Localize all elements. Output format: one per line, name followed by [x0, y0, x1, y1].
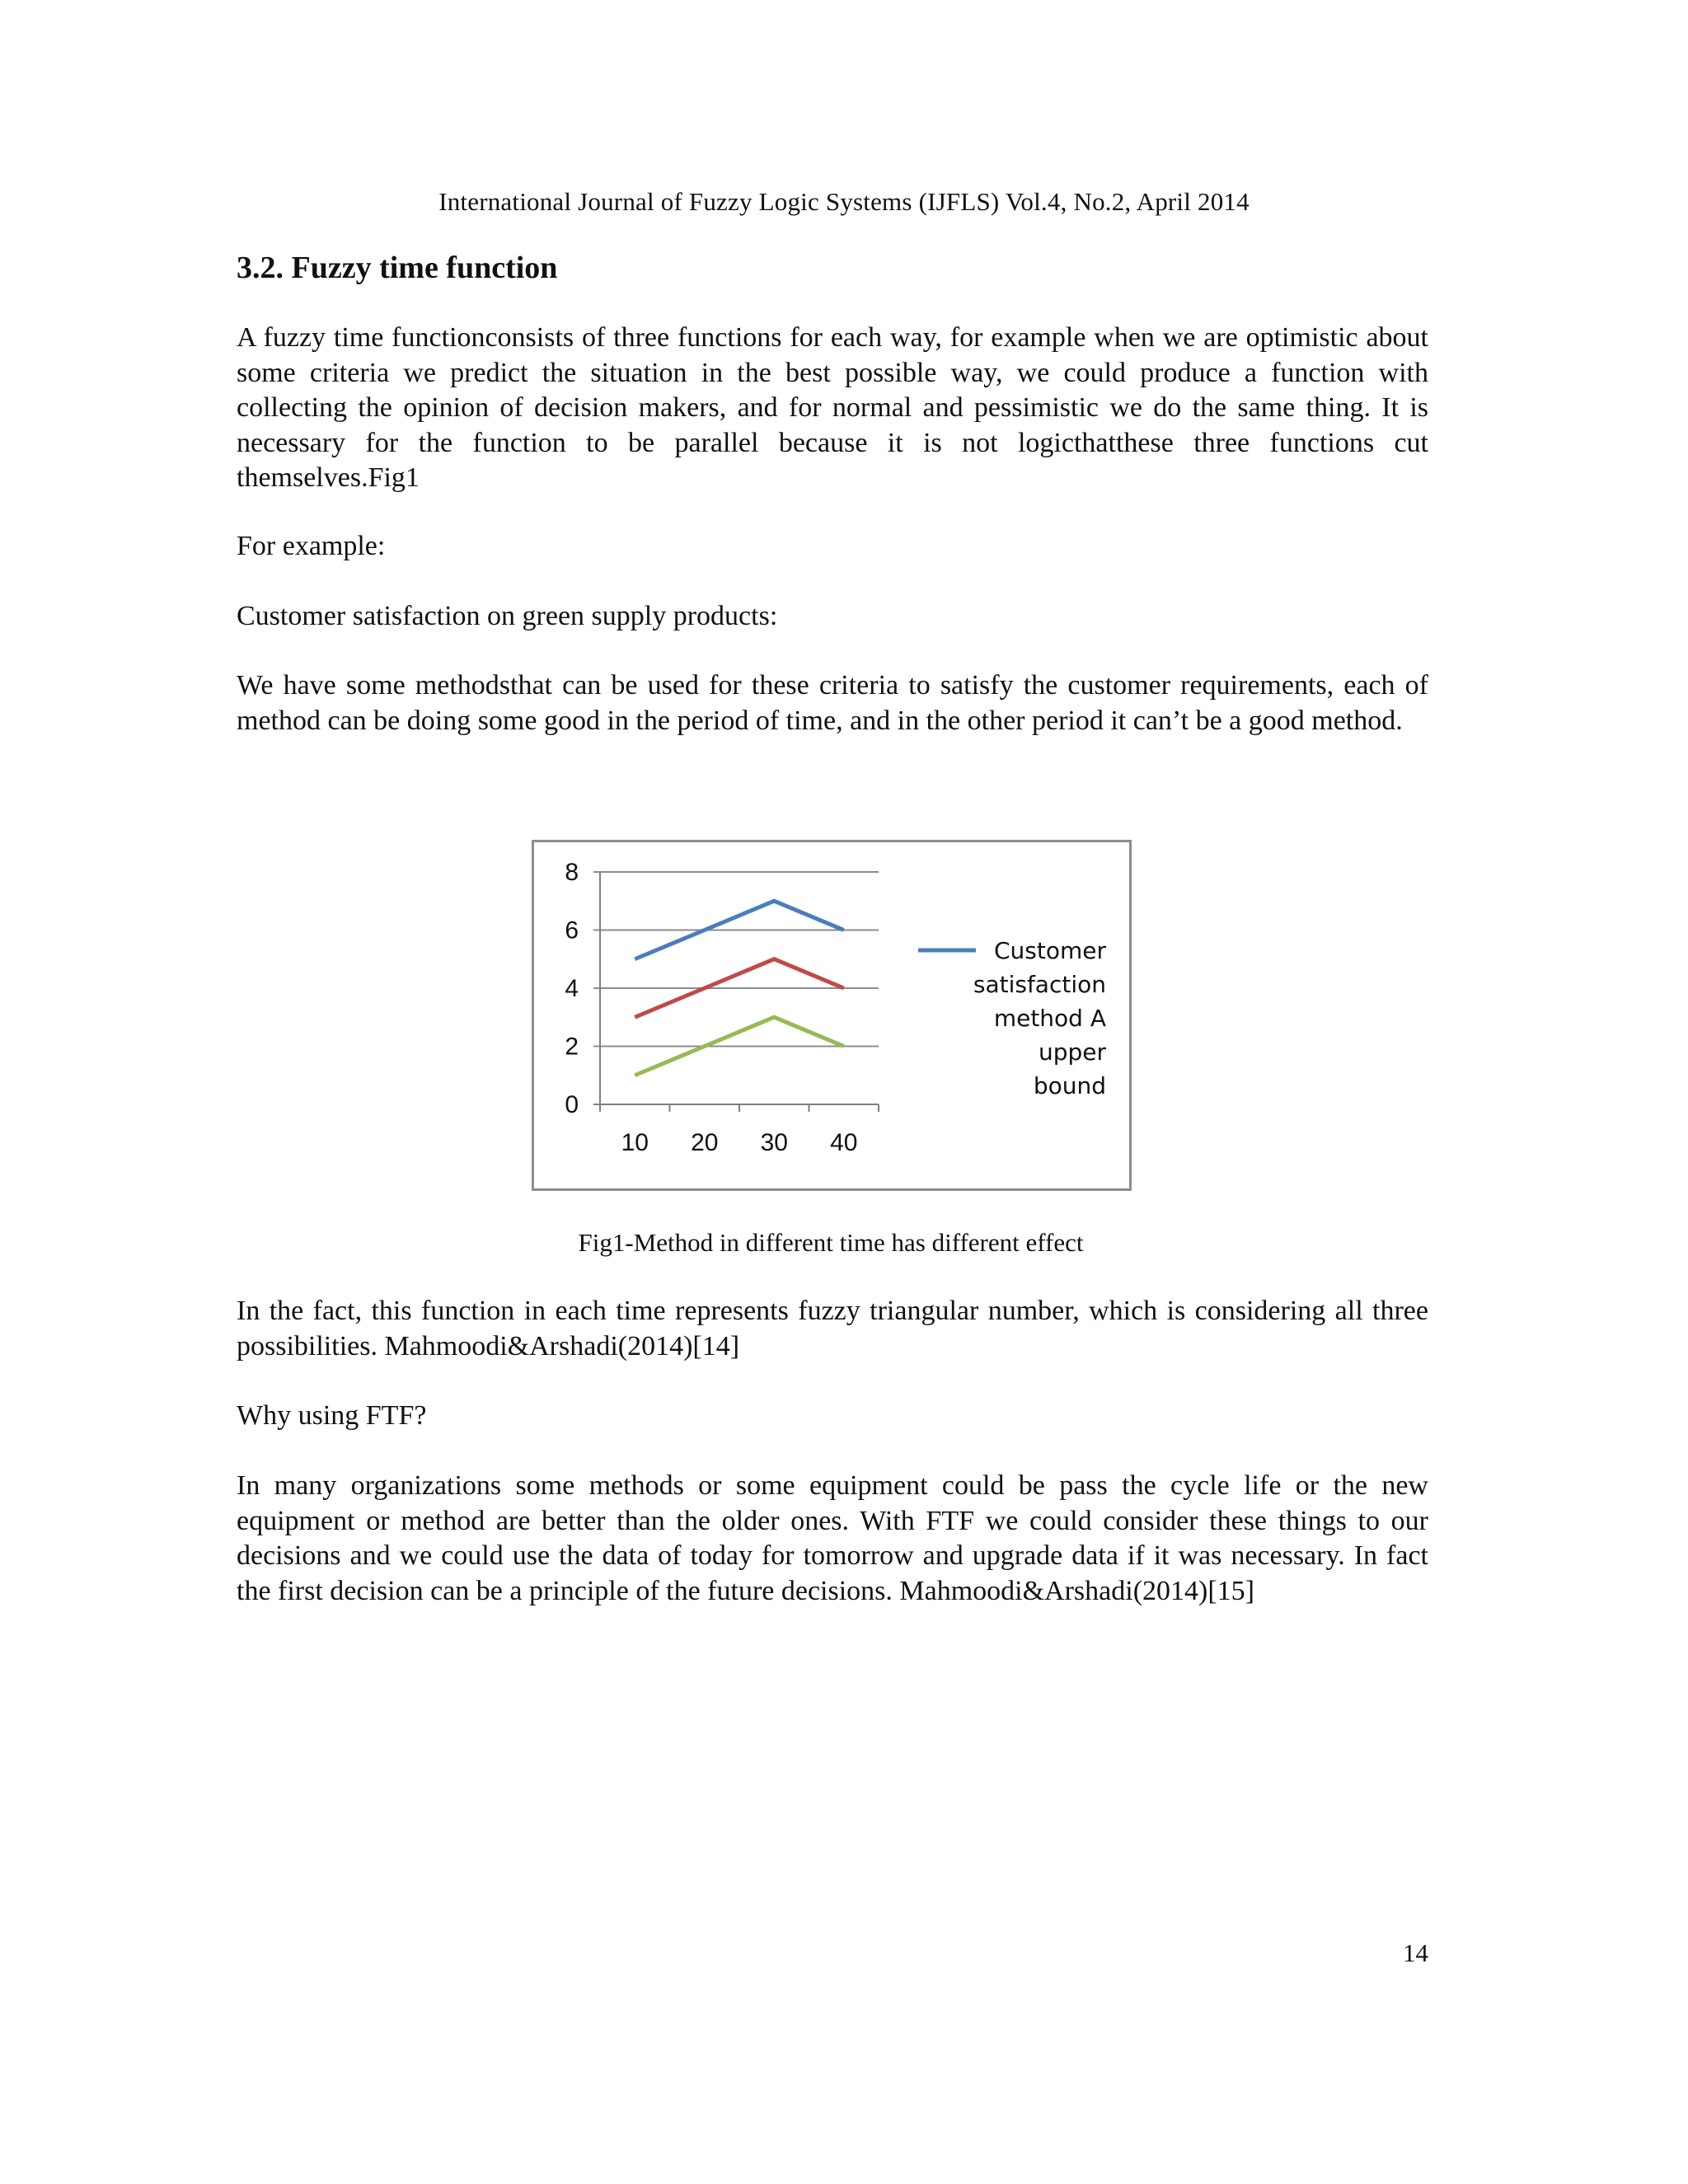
legend-label-line: satisfaction	[973, 971, 1106, 998]
legend-label-line: Customer	[993, 937, 1106, 964]
y-tick-label: 4	[565, 975, 579, 1002]
paragraph-organizations: In many organizations some methods or some equipment could be pass the cycle life or the new equipment or method are better than the older ones. With FTF we could consider these things to our decisions and we could use the data of today for tomorrow and upgrade data if it was necessary. In fact the first decision can be a principle of the future decisions. Mahmoodi&Arshadi(2014)[15]	[237, 1470, 1428, 1606]
x-tick-label: 10	[621, 1129, 649, 1156]
paragraph-customer-satisfaction: Customer satisfaction on green supply products:	[237, 601, 778, 631]
figure-caption: Fig1-Method in different time has different effect	[578, 1228, 1084, 1257]
page-number: 14	[1403, 1938, 1428, 1967]
paragraph-methods: We have some methodsthat can be used for these criteria to satisfy the customer requirements, each of method can be doing some good in the period of time, and in the other period it can’t be a good method.	[237, 670, 1428, 736]
x-tick-label: 20	[691, 1129, 719, 1156]
y-tick-label: 0	[565, 1091, 579, 1118]
paragraph-fuzzy-time-definition: A fuzzy time functionconsists of three functions for each way, for example when we are optimistic about some criteria we predict the situation in the best possible way, we could produce a function with collecting the opinion of decision makers, and for normal and pessimistic we do the same thing. It is necessary for the function to be parallel because it is not logicthatthese three functions cut themselves.Fig1	[237, 322, 1428, 493]
x-tick-label: 40	[830, 1129, 858, 1156]
y-tick-label: 2	[565, 1033, 579, 1061]
y-tick-label: 6	[565, 916, 579, 944]
y-tick-label: 8	[565, 859, 579, 886]
x-tick-label: 30	[760, 1129, 788, 1156]
paragraph-fuzzy-triangular: In the fact, this function in each time represents fuzzy triangular number, which is considering all three possibilities. Mahmoodi&Arshadi(2014)[14]	[237, 1296, 1428, 1361]
legend-label-line: bound	[1033, 1072, 1106, 1099]
paragraph-for-example: For example:	[237, 531, 386, 561]
figure-line-chart	[532, 840, 1132, 1191]
paragraph-why-ftf: Why using FTF?	[237, 1400, 427, 1431]
legend-label-line: upper	[1038, 1038, 1106, 1066]
section-title: 3.2. Fuzzy time function	[237, 251, 558, 285]
line-chart-svg	[534, 842, 1129, 1188]
legend-label-line: method A	[993, 1005, 1106, 1032]
journal-header: International Journal of Fuzzy Logic Systems (IJFLS) Vol.4, No.2, April 2014	[438, 187, 1250, 216]
